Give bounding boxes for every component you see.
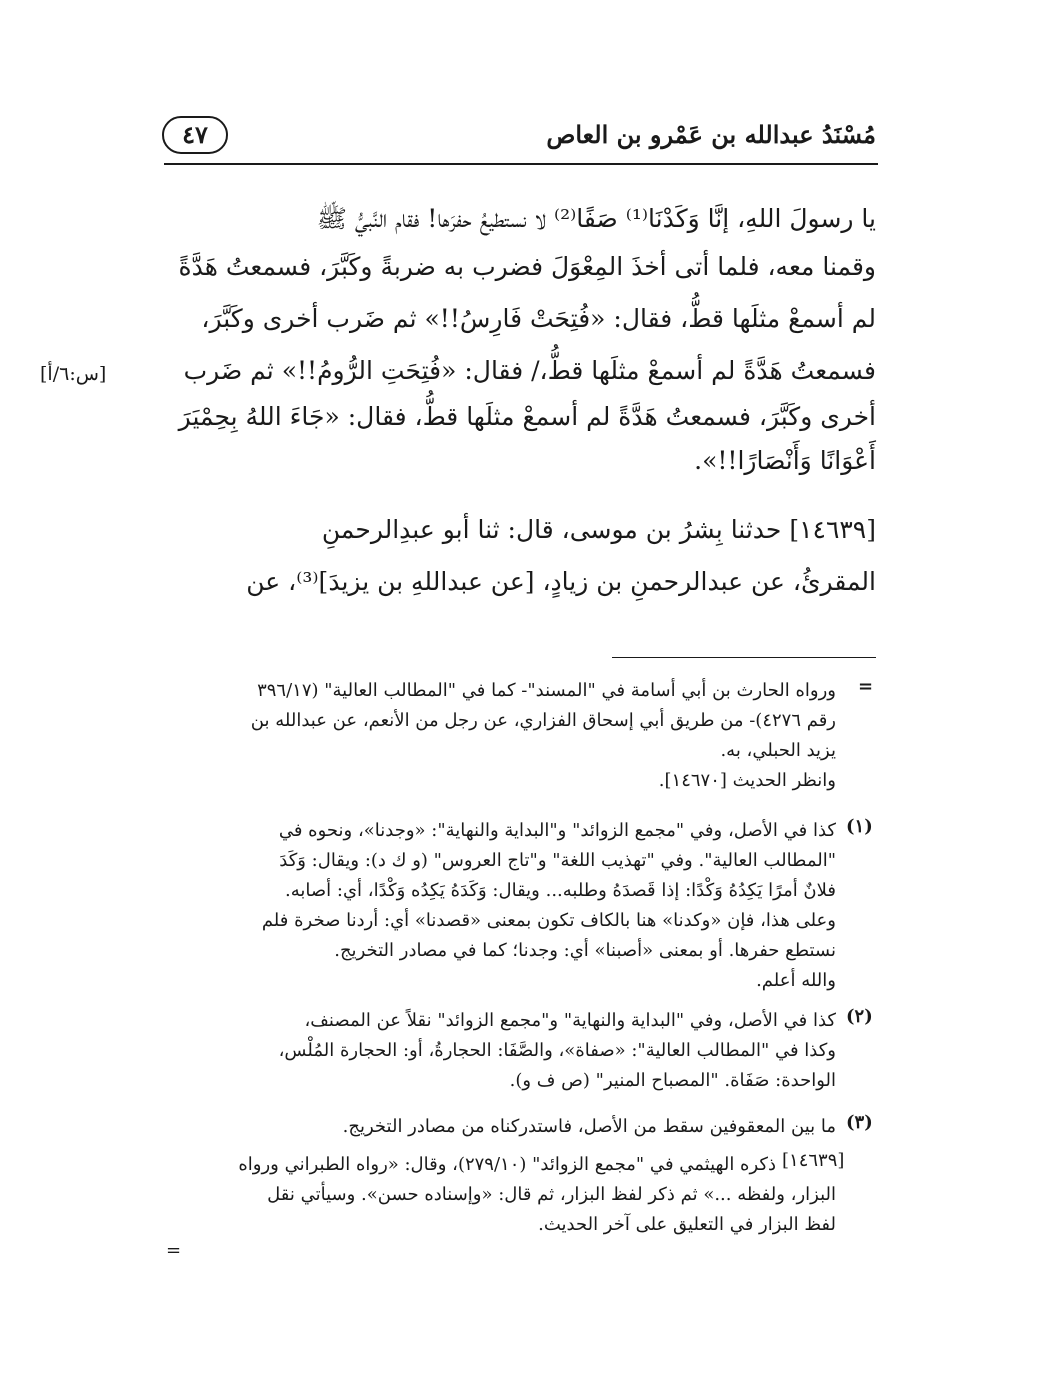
footnote-line: وعلى هذا، فإن «وكدنا» هنا بالكاف تكون بمعنى «قصدنا» أي: أردنا صخرة فلم <box>261 910 836 931</box>
hadith-line: المقرئُ، عن عبدالرحمنِ بن زيادٍ، [عن عبداللهِ بن يزيدَ]⁽³⁾، عن <box>246 567 876 596</box>
running-title: مُسْنَدُ عبدالله بن عَمْرو بن العاص <box>546 120 876 149</box>
footnote-line: كذا في الأصل، وفي "البداية والنهاية" و"مجمع الزوائد" نقلاً عن المصنف، <box>304 1010 836 1031</box>
footnote-marker: [١٤٦٣٩] <box>782 1150 845 1171</box>
main-line: وقمنا معه، فلما أتى أخذَ المِعْوَلَ فضرب به ضربةً وكَبَّرَ، فسمعتُ هَدَّةً <box>178 252 876 281</box>
page-header <box>162 112 878 162</box>
main-line: فسمعتُ هَدَّةً لم أسمعْ مثلَها قطُّ،/ فقال: «فُتِحَتِ الرُّومُ!!» ثم ضَرب <box>183 356 876 385</box>
footnote-line: البزار، ولفظه ...» ثم ذكر لفظ البزار، ثم قال: «وإسناده حسن». وسيأتي نقل <box>267 1184 836 1205</box>
footnote-marker: (٣) <box>846 1112 873 1133</box>
footnote-line: رقم ٤٢٧٦)- من طريق أبي إسحاق الفزاري، عن رجل من الأنعم، عن عبدالله بن <box>250 710 836 731</box>
footnote-line: ما بين المعقوفين سقط من الأصل، فاستدركناه من مصادر التخريج. <box>342 1116 836 1137</box>
footnote-marker: = <box>858 676 874 697</box>
footnote-line: "المطالب العالية". وفي "تهذيب اللغة" و"تاج العروس" (و ك د): ويقال: وَكَدَ <box>279 850 836 871</box>
footnote-line: وانظر الحديث [١٤٦٧٠]. <box>658 770 836 791</box>
page-number-badge: ٤٧ <box>162 116 228 154</box>
footnote-line: يزيد الحبلي، به. <box>720 740 836 761</box>
footnote-line: والله أعلم. <box>756 970 836 991</box>
continuation-mark: = <box>166 1240 182 1261</box>
hadith-line: [١٤٦٣٩] حدثنا بِشرُ بن موسى، قال: ثنا أبو عبدِالرحمنِ <box>321 515 876 544</box>
marginal-manuscript-ref: [س:٦/أ] <box>40 363 107 385</box>
main-line: أخرى وكَبَّرَ، فسمعتُ هَدَّةً لم أسمعْ مثلَها قطُّ، فقال: «جَاءَ اللهُ بِحِمْيَرَ <box>178 402 876 431</box>
footnote-line: فلانٌ أمرًا يَكِدُهُ وَكْدًا: إذا قَصدَهُ وطلبه... ويقال: وَكَدَهُ يَكِدُه وَكْدًا، أي: أصابه. <box>285 880 836 901</box>
footnote-rule <box>612 657 876 658</box>
footnote-marker: (١) <box>846 816 873 837</box>
footnote-line: ورواه الحارث بن أبي أسامة في "المسند"- كما في "المطالب العالية" (٣٩٦/١٧ <box>257 680 836 701</box>
footnote-line: لفظ البزار في التعليق على آخر الحديث. <box>538 1214 836 1235</box>
footnote-line: كذا في الأصل، وفي "مجمع الزوائد" و"البداية والنهاية": «وجدنا»، ونحوه في <box>278 820 836 841</box>
main-line: أَعْوَانًا وَأَنْصَارًا!!». <box>694 446 876 475</box>
footnote-line: ذكره الهيثمي في "مجمع الزوائد" (٢٧٩/١٠)، وقال: «رواه الطبراني ورواه <box>238 1154 776 1175</box>
header-rule <box>164 163 878 165</box>
footnote-line: وكذا في "المطالب العالية": «صفاة»، والصَّفَا: الحجارةُ، أو: الحجارة المُلْس، <box>278 1040 836 1061</box>
main-line: يا رسولَ اللهِ، إنَّا وَكَدْنَا⁽¹⁾ صَفًا⁽²⁾ لا نستطيعُ حفرَها! فقام النَّبيُّ ﷺ <box>316 204 876 233</box>
footnote-line: نستطع حفرها. أو بمعنى «أصبنا» أي: وجدنا؛ كما في مصادر التخريج. <box>334 940 836 961</box>
footnote-line: الواحدة: صَفَاة. "المصباح المنير" (ص ف و). <box>509 1070 836 1091</box>
main-line: لم أسمعْ مثلَها قطُّ، فقال: «فُتِحَتْ فَارِسُ!!» ثم ضَرب أخرى وكَبَّرَ، <box>201 304 876 333</box>
footnote-marker: (٢) <box>846 1006 873 1027</box>
